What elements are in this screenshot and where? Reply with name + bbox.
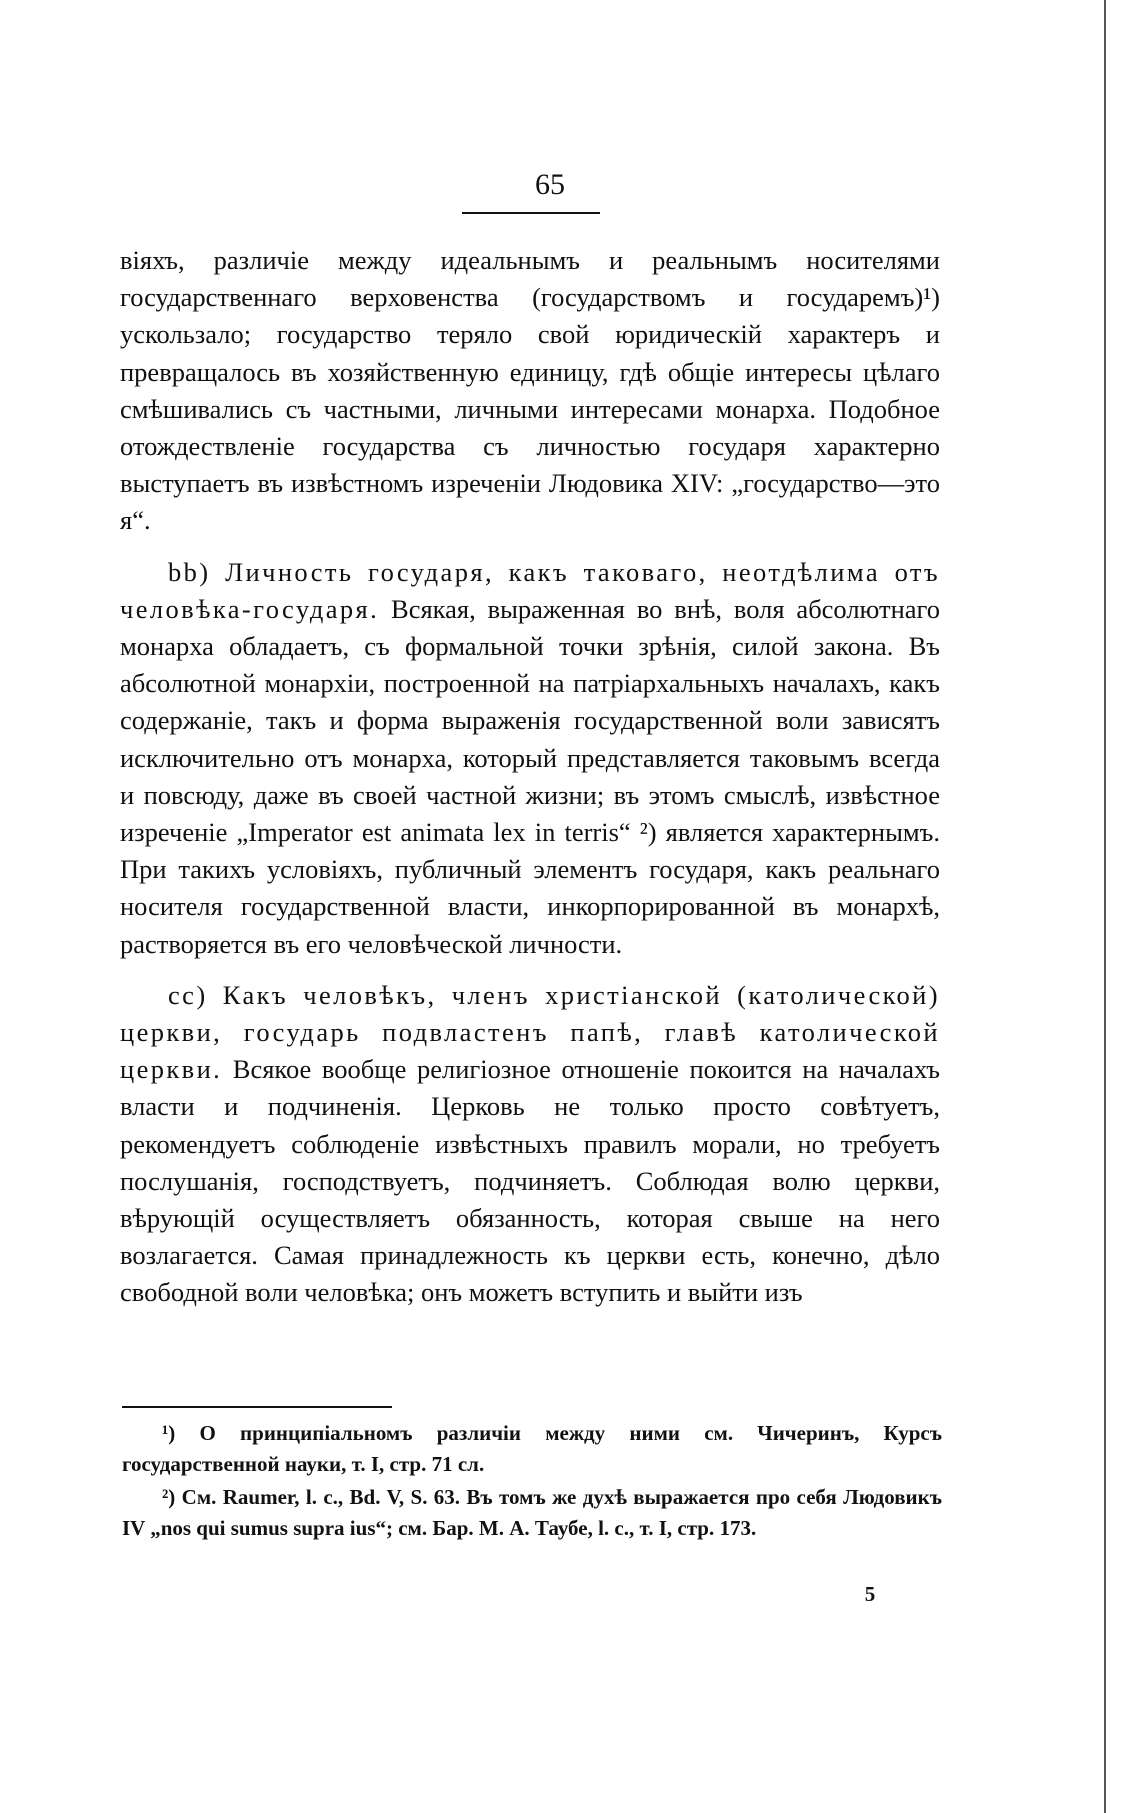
paragraph-3-rest: Всякое вообще религіозное отношеніе покоится на началахъ власти и подчиненія. Церковь не только просто совѣтуетъ, рекомендуетъ соблюденіе извѣстныхъ правилъ морали, но требуетъ послушанія, господствуетъ, подчиняетъ. Соблюдая волю церкви, вѣрующій осуществляетъ обязанность, которая свыше на него возлагается. Самая принадлежность къ церкви есть, конечно, дѣло свободной воли человѣка; онъ можетъ вступить и выйти изъ xyxy=(120,1054,940,1308)
signature-mark: 5 xyxy=(864,1582,876,1606)
footnotes xyxy=(122,1418,942,1546)
paragraph-3 xyxy=(120,977,940,1312)
paragraph-2-rest: Всякая, выраженная во внѣ, воля абсолютнаго монарха обладаетъ, съ формальной точки зрѣнія, силой закона. Въ абсолютной монархіи, построенной на патріархальныхъ началахъ, какъ содержаніе, такъ и форма выраженія государственной воли зависятъ исключительно отъ монарха, который представляется таковымъ всегда и повсюду, даже въ своей частной жизни; въ этомъ смыслѣ, извѣстное изреченіе „Imperator est animata lex in terris“ ²) является характернымъ. При такихъ условіяхъ, публичный элементъ государя, какъ реальнаго носителя государственной власти, инкорпорированной въ монархѣ, растворяется въ его человѣческой личности. xyxy=(120,593,940,959)
paragraph-1: віяхъ, различіе между идеальнымъ и реальнымъ носителями государственнаго верховенства (государствомъ и государемъ)¹) ускользало; государство теряло свой юридическій характеръ и превращалось въ хозяйственную единицу, гдѣ общіе интересы цѣлаго смѣшивались съ частными, личными интересами монарха. Подобное отождествленіе государства съ личностью государя характерно выступаетъ въ извѣстномъ изреченіи Людовика XIV: „государство—это я“. xyxy=(120,245,940,536)
main-text xyxy=(120,242,940,1312)
page-edge-line xyxy=(1104,0,1106,1813)
paragraph-2-lead: bb) Личность государя, какъ таковаго, неотдѣлима отъ человѣка-государя. xyxy=(120,556,940,624)
footnote-rule xyxy=(122,1406,392,1408)
paragraph-3-lead: cc) Какъ человѣкъ, членъ христіанской (католической) церкви, государь подвластенъ папѣ, главѣ католической церкви. xyxy=(120,979,940,1085)
page-number: 65 xyxy=(535,168,565,201)
page-number-rule xyxy=(462,212,600,214)
footnote-1: ¹) О принципіальномъ различіи между ними см. Чичеринъ, Курсъ государственной науки, т. I, стр. 71 сл. xyxy=(122,1421,942,1476)
paragraph-2 xyxy=(120,554,940,963)
footnote-2: ²) См. Raumer, l. c., Bd. V, S. 63. Въ томъ же духѣ выражается про себя Людовикъ IV „nos qui sumus supra ius“; см. Бар. М. А. Таубе, l. c., т. I, стр. 173. xyxy=(122,1485,942,1540)
